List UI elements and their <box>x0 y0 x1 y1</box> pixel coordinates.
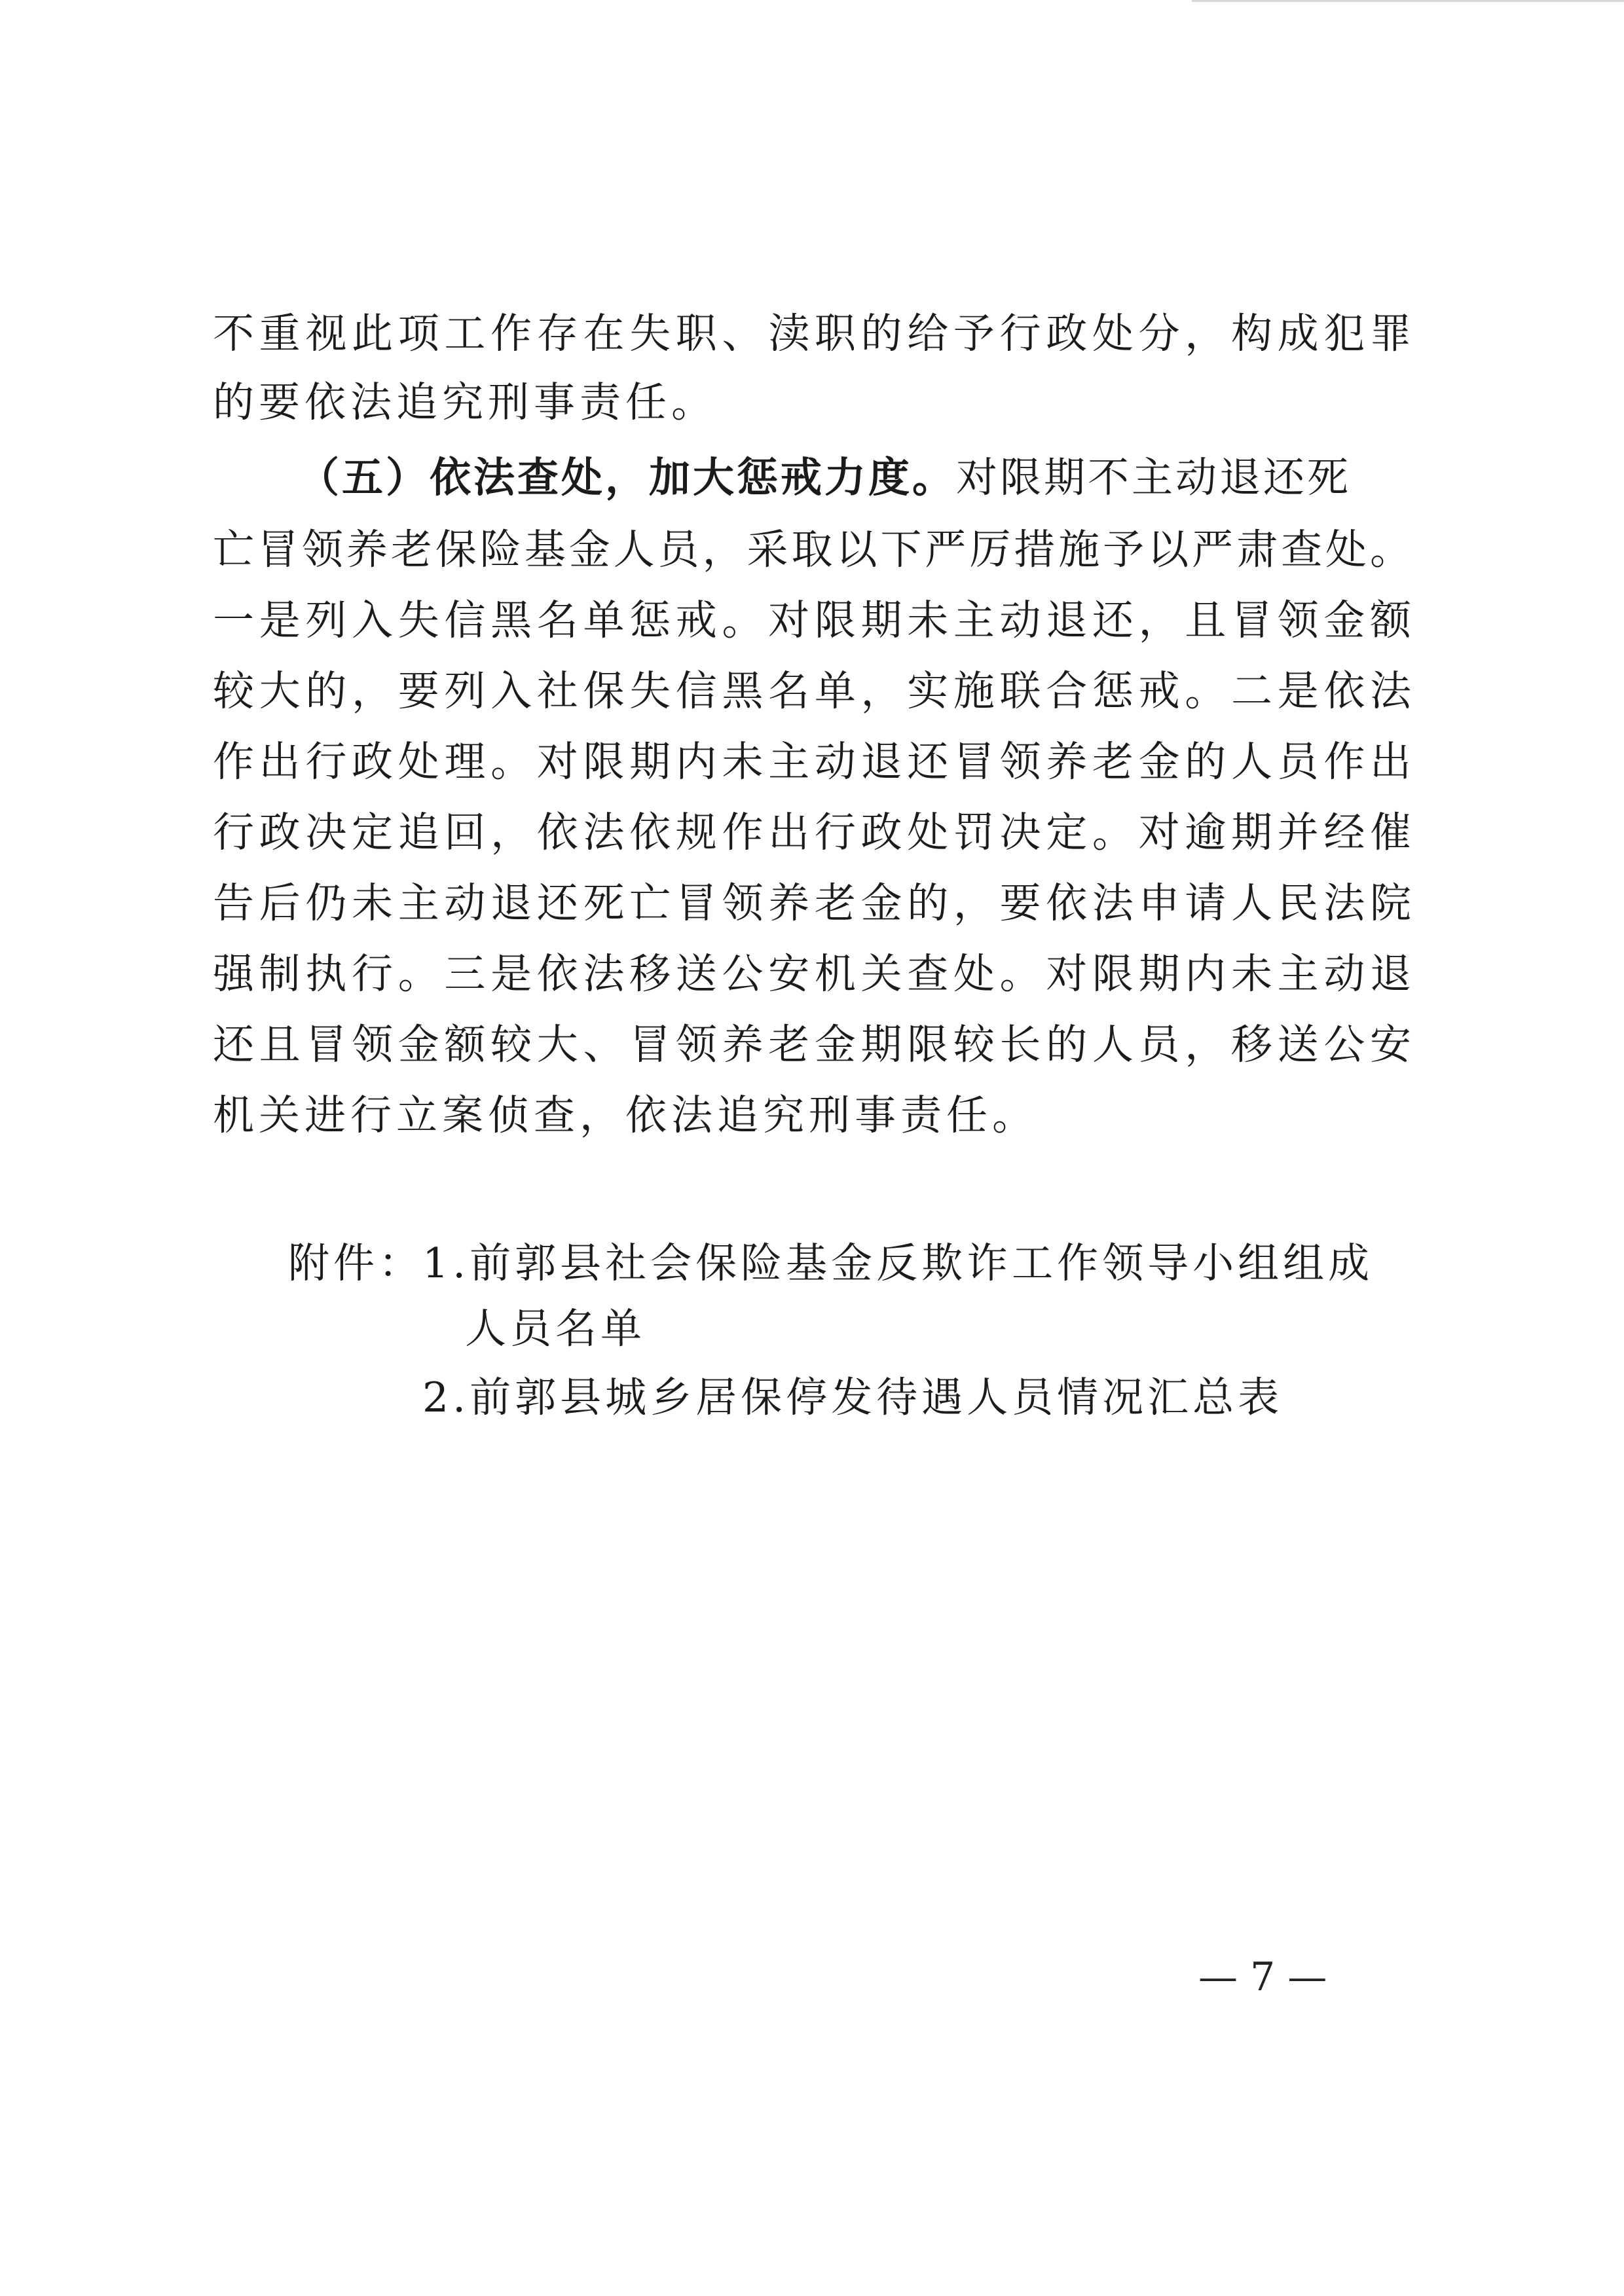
body-line-2: 的要依法追究刑事责任。 <box>213 378 717 426</box>
body-line-3: 亡冒领养老保险基金人员，采取以下严厉措施予以严肃查处。 <box>213 526 1411 574</box>
body-line-8: 告后仍未主动退还死亡冒领养老金的，要依法申请人民法院 <box>213 879 1411 927</box>
attachment-item-2: 2.前郭县城乡居保停发待遇人员情况汇总表 <box>422 1374 1283 1421</box>
attachment-label: 附件： <box>288 1239 424 1287</box>
body-line-6: 作出行政处理。对限期内未主动退还冒领养老金的人员作出 <box>213 738 1411 786</box>
body-line-5: 较大的，要列入社保失信黑名单，实施联合惩戒。二是依法 <box>213 667 1411 715</box>
body-line-4: 一是列入失信黑名单惩戒。对限期未主动退还，且冒领金额 <box>213 596 1411 644</box>
body-line-9: 强制执行。三是依法移送公安机关查处。对限期内未主动退 <box>213 950 1411 998</box>
section-heading-line <box>298 452 1411 504</box>
section-heading: （五）依法查处，加大惩戒力度。 <box>298 454 956 501</box>
page-number: — 7 — <box>1198 1954 1327 2000</box>
scan-edge-line <box>1192 0 1624 2</box>
body-line-11: 机关进行立案侦查，依法追究刑事责任。 <box>213 1091 1038 1139</box>
body-line-10: 还且冒领金额较大、冒领养老金期限较长的人员，移送公安 <box>213 1021 1411 1068</box>
body-line-1: 不重视此项工作存在失职、渎职的给予行政处分，构成犯罪 <box>213 310 1411 357</box>
attachment-item-1-line-1: 1.前郭县社会保险基金反欺诈工作领导小组组成 <box>422 1239 1374 1287</box>
section-heading-rest: 对限期不主动退还死 <box>956 454 1351 501</box>
attachment-item-1-line-2: 人员名单 <box>465 1305 646 1353</box>
body-line-7: 行政决定追回，依法依规作出行政处罚决定。对逾期并经催 <box>213 809 1411 856</box>
